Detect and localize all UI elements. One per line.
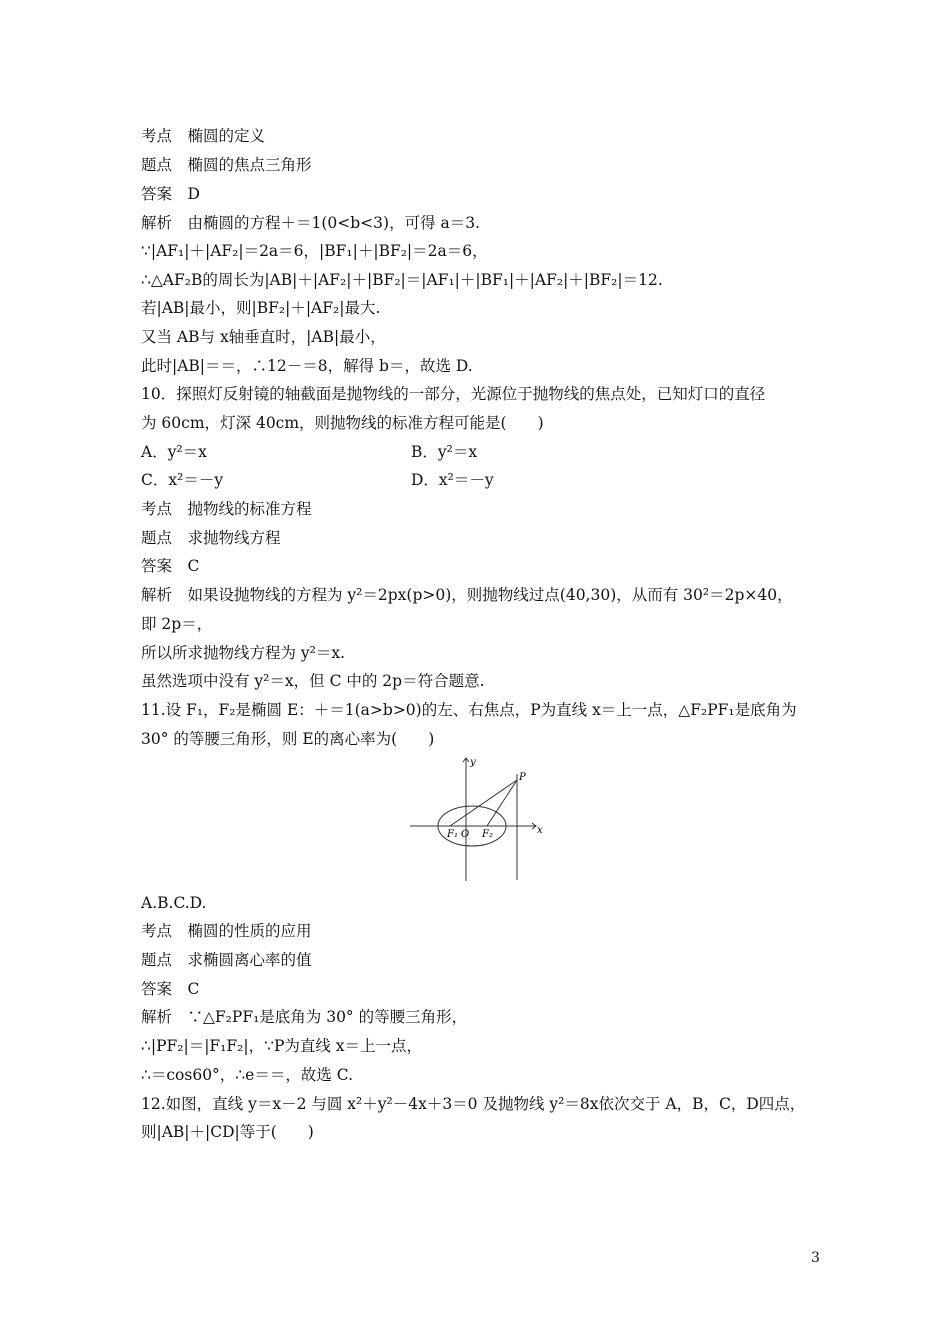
tidian-line: 题点 求椭圆离心率的值 — [141, 951, 312, 969]
solution-line: 解析 如果设抛物线的方程为 y²＝2px(p>0)，则抛物线过点(40,30)，从而有 30²＝2p×40， — [141, 586, 793, 604]
q10-option-b: B．y²＝x — [411, 443, 478, 461]
q10-option-d: D．x²＝－y — [411, 471, 494, 489]
solution-line: 所以所求抛物线方程为 y²＝x. — [141, 644, 346, 662]
x-axis-label: x — [537, 825, 543, 836]
page-number: 3 — [811, 1250, 820, 1266]
segment-pf1 — [450, 780, 517, 826]
solution-line: 即 2p＝， — [141, 615, 213, 633]
kaodian-line: 考点 椭圆的性质的应用 — [141, 922, 312, 940]
answer-line: 答案 C — [141, 980, 200, 998]
solution-line: ∴△AF₂B的周长为|AB|＋|AF₂|＋|BF₂|＝|AF₁|＋|BF₁|＋|AF₂|＋|BF₂|＝12. — [141, 271, 663, 289]
f2-label: F₂ — [482, 829, 493, 840]
tidian-line: 题点 求抛物线方程 — [141, 529, 281, 547]
point-p-label: P — [519, 772, 526, 783]
solution-line: 解析 ∵△F₂PF₁是底角为 30° 的等腰三角形， — [141, 1008, 468, 1026]
question-12-text: 12.如图，直线 y＝x－2 与圆 x²＋y²－4x＋3＝0 及抛物线 y²＝8x依次交于 A，B，C，D四点， — [141, 1095, 806, 1113]
ellipse-figure — [406, 756, 546, 884]
origin-label: O — [461, 829, 470, 840]
solution-line: 若|AB|最小，则|BF₂|＋|AF₂|最大. — [141, 299, 381, 317]
solution-line: ∴|PF₂|＝|F₁F₂|，∵P为直线 x＝上一点， — [141, 1037, 423, 1055]
y-axis-label: y — [470, 757, 476, 768]
solution-line: ∵|AF₁|＋|AF₂|＝2a＝6，|BF₁|＋|BF₂|＝2a＝6， — [141, 242, 488, 260]
question-12-text: 则|AB|＋|CD|等于( ) — [141, 1123, 314, 1141]
kaodian-line: 考点 抛物线的标准方程 — [141, 500, 312, 518]
answer-line: 答案 D — [141, 185, 200, 203]
question-11-text: 30° 的等腰三角形，则 E的离心率为( ) — [141, 730, 435, 748]
kaodian-line: 考点 椭圆的定义 — [141, 127, 266, 145]
solution-line: ∴＝cos60°，∴e＝＝，故选 C. — [141, 1066, 353, 1084]
question-11-text: 11.设 F₁，F₂是椭圆 E：＋＝1(a>b>0)的左、右焦点，P为直线 x＝上一点，△F₂PF₁是底角为 — [141, 701, 797, 719]
tidian-line: 题点 椭圆的焦点三角形 — [141, 156, 312, 174]
f1-label: F₁ — [447, 829, 458, 840]
q10-option-a: A．y²＝x — [141, 443, 207, 461]
solution-line: 虽然选项中没有 y²＝x，但 C 中的 2p＝符合题意. — [141, 672, 485, 690]
solution-line: 又当 AB与 x轴垂直时，|AB|最小， — [141, 328, 386, 346]
q10-option-c: C．x²＝－y — [141, 471, 224, 489]
question-10-text: 10．探照灯反射镜的轴截面是抛物线的一部分，光源位于抛物线的焦点处，已知灯口的直径 — [141, 385, 766, 403]
answer-line: 答案 C — [141, 557, 200, 575]
q11-options: A.B.C.D. — [141, 894, 207, 912]
solution-line: 解析 由椭圆的方程＋＝1(0<b<3)，可得 a＝3. — [141, 214, 481, 232]
question-10-text: 为 60cm，灯深 40cm，则抛物线的标准方程可能是( ) — [141, 414, 544, 432]
segment-pf2 — [487, 780, 517, 826]
solution-line: 此时|AB|＝＝，∴12－＝8，解得 b＝，故选 D. — [141, 357, 473, 375]
